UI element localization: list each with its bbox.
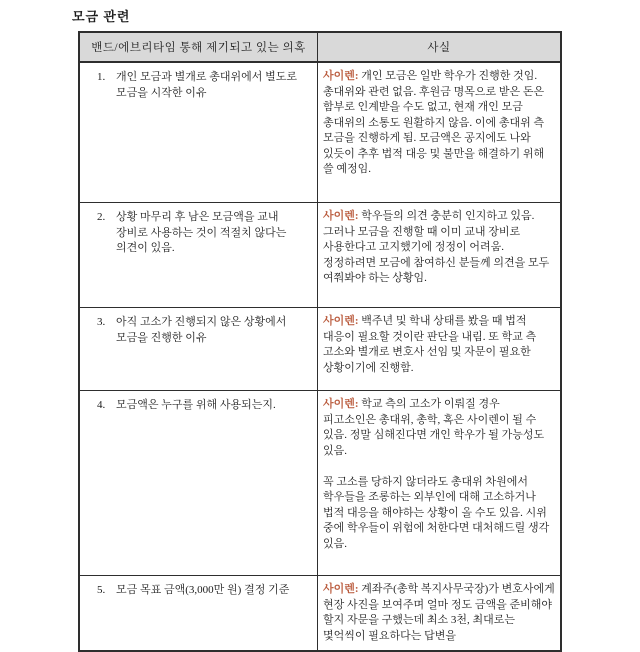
answer-cell — [318, 576, 560, 650]
question-cell — [80, 391, 318, 575]
question-cell — [80, 203, 318, 307]
answer-cell — [318, 391, 560, 575]
table-row — [80, 203, 560, 308]
answer-cell — [318, 203, 560, 307]
answer-paragraph: 사이렌: 계좌주(총학 복지사무국장)가 변호사에게 현장 사진을 보여주며 얼마 정도 금액을 준비해야 할지 자문을 구했는데 최소 3천, 최대로는 몇억씩이 필요하다는 답변을 — [323, 583, 555, 642]
page-title: 모금 관련 — [72, 9, 131, 24]
table-row — [80, 308, 560, 391]
question-text: 개인 모금과 별개로 총대위에서 별도로 모금을 시작한 이유 — [116, 71, 298, 99]
question-cell — [80, 63, 318, 202]
answer-paragraph: 사이렌: 백주년 및 학내 상태를 봤을 때 법적 대응이 필요할 것이란 판단을 내림. 또 학교 측 고소와 별개로 변호사 선임 및 자문이 필요한 상황이기에 진행함. — [323, 315, 537, 374]
answer-paragraph: 사이렌: 학교 측의 고소가 이뤄질 경우 피고소인은 총대위, 총학, 혹은 사이렌이 될 수 있음. 정말 심해진다면 개인 학우가 될 가능성도 있음. — [323, 398, 545, 457]
siren-label: 사이렌: — [323, 70, 359, 82]
answer-cell — [318, 63, 560, 202]
table-header-facts: 사실 — [427, 42, 451, 54]
question-text: 아직 고소가 진행되지 않은 상황에서 모금을 진행한 이유 — [116, 316, 287, 344]
question-cell — [80, 576, 318, 650]
answer-paragraph: 사이렌: 학우들의 의견 충분히 인지하고 있음. 그러나 모금을 진행할 때 이미 교내 장비로 사용한다고 고지했기에 정정이 어려움. 정정하려면 모금에 참여하신 분들께 의견을 모두 여쭤봐야 하는 상황임. — [323, 210, 550, 284]
siren-label: 사이렌: — [323, 210, 359, 222]
question-line — [97, 210, 311, 257]
question-text: 상황 마무리 후 남은 모금액을 교내 장비로 사용하는 것이 적절치 않다는 의견이 있음. — [116, 211, 287, 254]
question-cell — [80, 308, 318, 390]
table-header-suspicions: 밴드/에브리타임 통해 제기되고 있는 의혹 — [80, 33, 318, 61]
answer-cell — [318, 308, 560, 390]
table-row — [80, 391, 560, 576]
question-number: 2. — [97, 211, 106, 223]
siren-label: 사이렌: — [323, 583, 359, 595]
question-line — [97, 70, 311, 101]
table-row — [80, 576, 560, 650]
siren-label: 사이렌: — [323, 398, 359, 410]
question-line — [97, 583, 311, 599]
question-number: 1. — [97, 71, 106, 83]
table-header-row — [80, 33, 560, 63]
siren-label: 사이렌: — [323, 315, 359, 327]
table-row — [80, 63, 560, 203]
table-body — [80, 63, 560, 650]
question-number: 4. — [97, 399, 106, 411]
qa-table — [78, 31, 562, 652]
question-line — [97, 398, 311, 414]
question-text: 모금 목표 금액(3,000만 원) 결정 기준 — [116, 584, 290, 596]
question-number: 3. — [97, 316, 106, 328]
answer-paragraph: 꼭 고소를 당하지 않더라도 총대위 차원에서 학우들을 조롱하는 외부인에 대해 고소하거나 법적 대응을 해야하는 상황이 올 수도 있음. 시위 중에 학우들이 위험에 처한다면 대처해드릴 생각 있음. — [323, 475, 550, 550]
answer-paragraph: 사이렌: 개인 모금은 일반 학우가 진행한 것임. 총대위와 관련 없음. 후원금 명목으로 받은 돈은 함부로 인계받을 수도 없고, 현재 개인 모금 총대위의 소통도 원활하지 않음. 이에 총대위 측 모금을 진행하게 됨. 모금액은 공지에도 나와 있듯이 추후 법적 대응 및 불만을 해결하기 위해 쓸 예정임. — [323, 70, 545, 175]
question-text: 모금액은 누구를 위해 사용되는지. — [116, 399, 276, 411]
question-number: 5. — [97, 584, 106, 596]
question-line — [97, 315, 311, 346]
